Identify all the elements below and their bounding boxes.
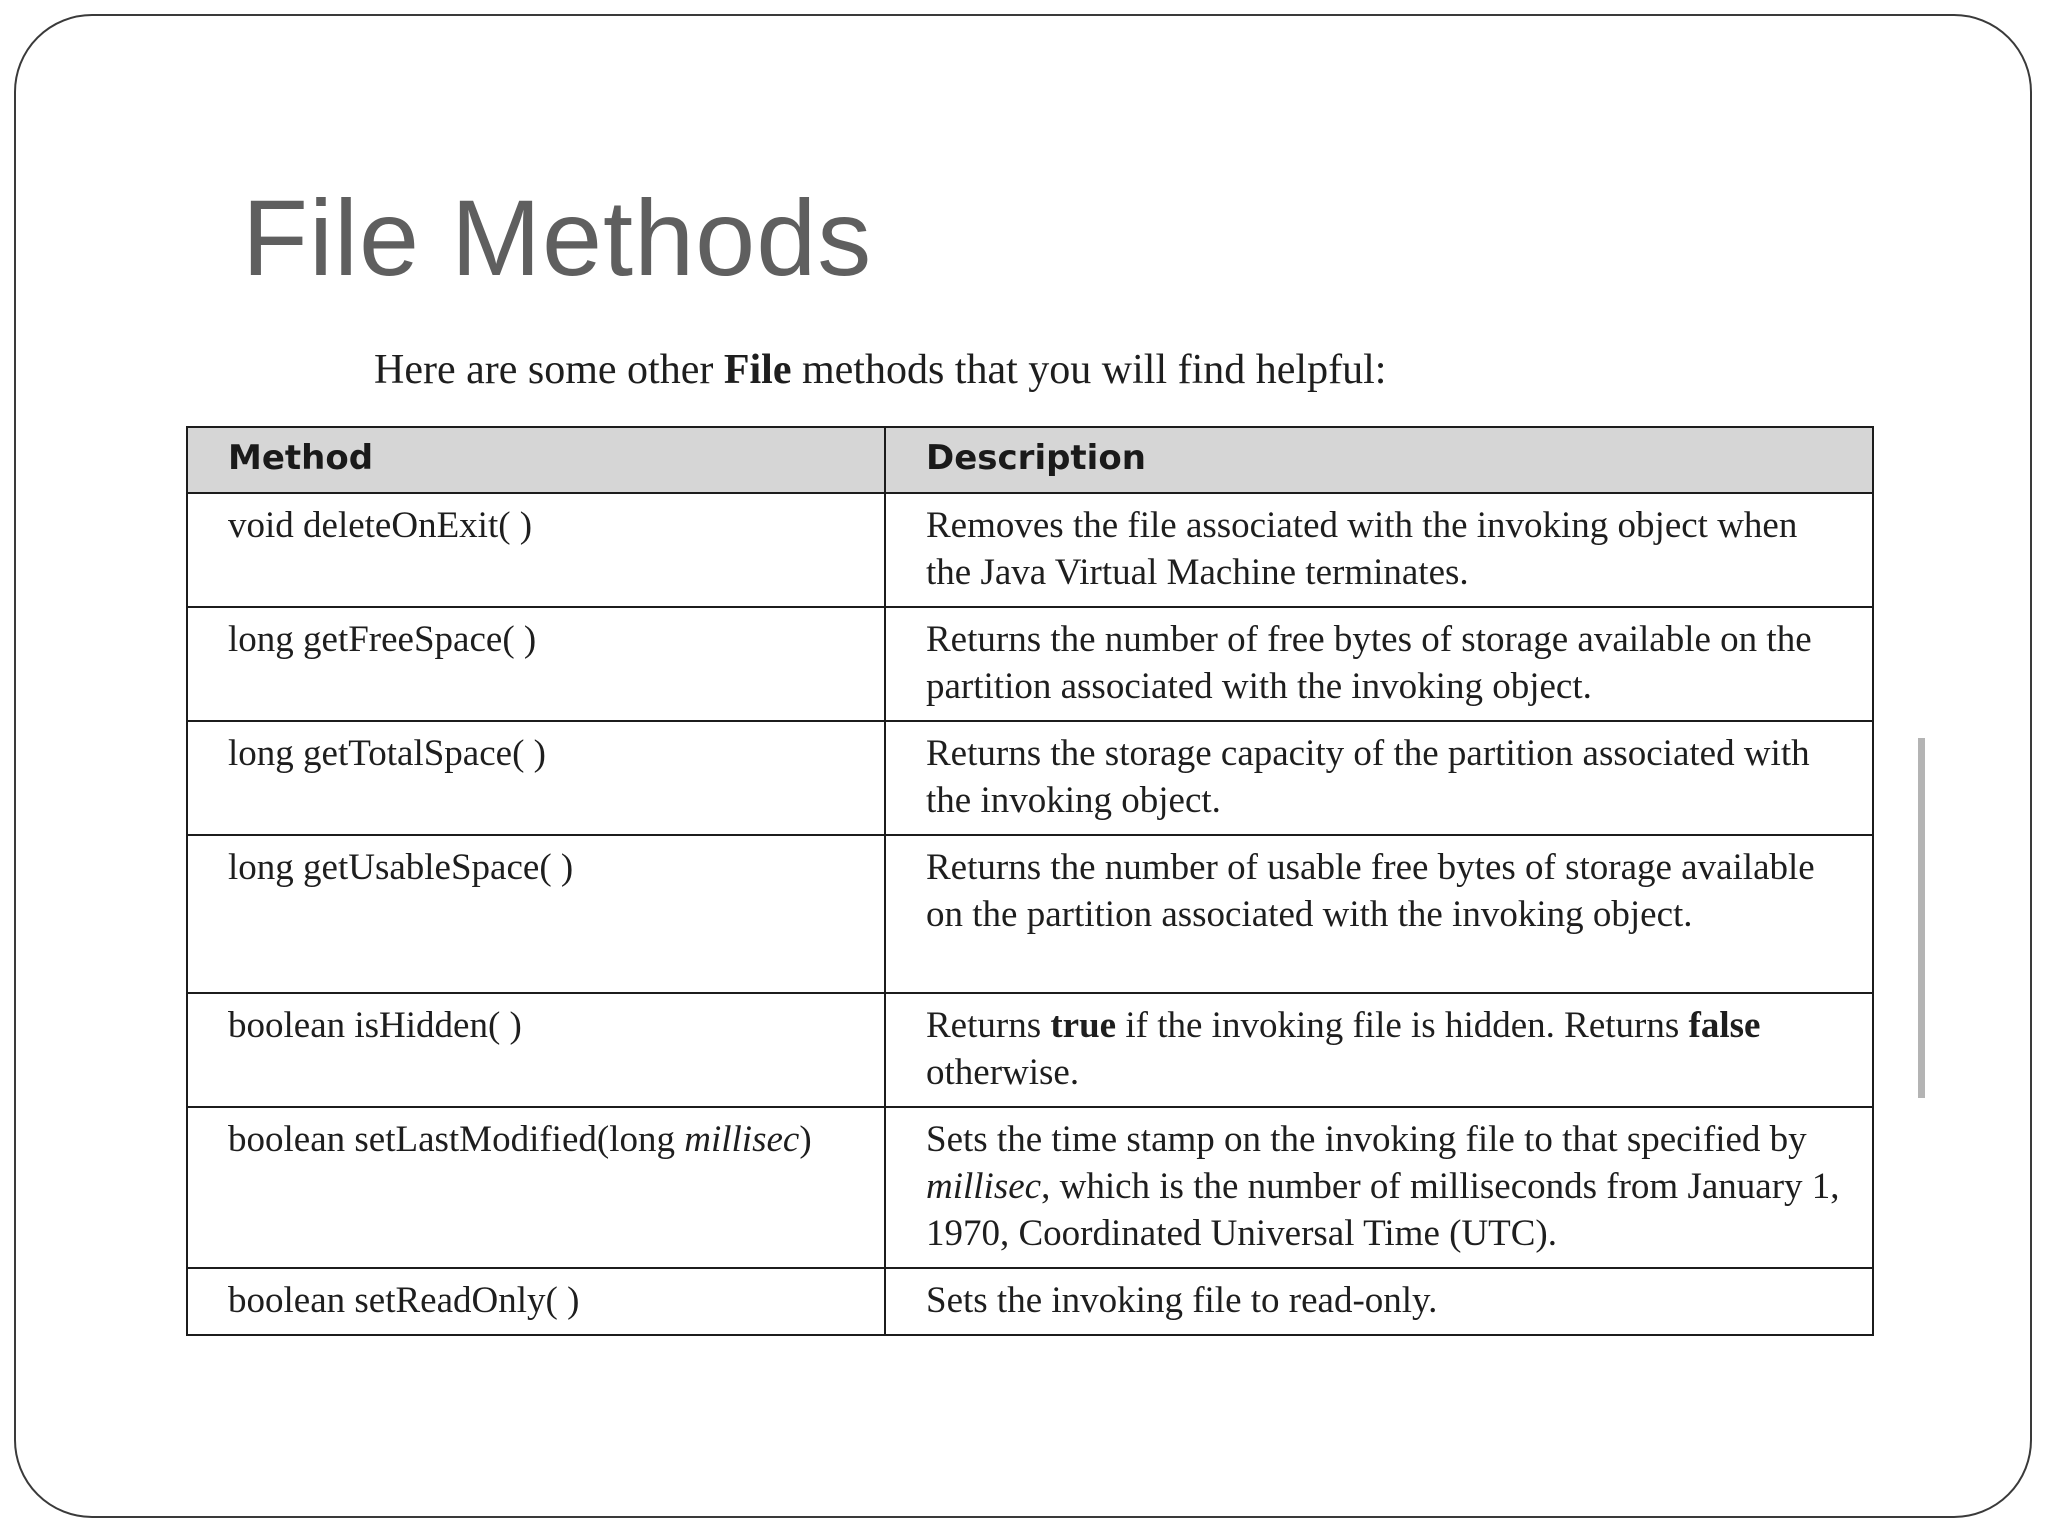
method-text: boolean setLastModified(long <box>228 1119 685 1160</box>
table-row <box>187 607 1873 721</box>
intro-text-before: Here are some other <box>374 347 724 393</box>
table-row <box>187 1107 1873 1268</box>
header-description: Description <box>885 427 1873 493</box>
description-cell: Returns the storage capacity of the partition associated with the invoking object. <box>885 721 1873 835</box>
method-cell: long getUsableSpace( ) <box>187 835 885 993</box>
desc-text: if the invoking file is hidden. Returns <box>1116 1005 1689 1046</box>
intro-text <box>374 346 1386 394</box>
vertical-divider-bar <box>1918 738 1925 1098</box>
desc-text: , which is the number of milliseconds from January 1, 1970, Coordinated Universal Time (UTC). <box>926 1166 1840 1254</box>
method-cell: boolean isHidden( ) <box>187 993 885 1107</box>
desc-keyword-false: false <box>1688 1005 1761 1046</box>
methods-table <box>186 426 1874 1336</box>
description-cell: Returns the number of free bytes of storage available on the partition associated with the invoking object. <box>885 607 1873 721</box>
method-text: ) <box>799 1119 812 1160</box>
table-row <box>187 993 1873 1107</box>
table-row <box>187 835 1873 993</box>
desc-param: millisec <box>926 1166 1042 1207</box>
table-header-row <box>187 427 1873 493</box>
desc-keyword-true: true <box>1050 1005 1117 1046</box>
intro-text-file: File <box>723 347 792 393</box>
desc-text: otherwise. <box>926 1052 1080 1093</box>
description-cell: Returns the number of usable free bytes of storage available on the partition associated with the invoking object. <box>885 835 1873 993</box>
method-param: millisec <box>684 1119 800 1160</box>
table-row <box>187 493 1873 607</box>
method-cell: long getTotalSpace( ) <box>187 721 885 835</box>
desc-text: Returns <box>926 1005 1051 1046</box>
method-cell: void deleteOnExit( ) <box>187 493 885 607</box>
method-cell <box>187 1107 885 1268</box>
slide-title: File Methods <box>242 177 873 298</box>
method-cell: long getFreeSpace( ) <box>187 607 885 721</box>
description-cell <box>885 993 1873 1107</box>
description-cell: Sets the invoking file to read-only. <box>885 1268 1873 1335</box>
method-cell: boolean setReadOnly( ) <box>187 1268 885 1335</box>
desc-text: Sets the time stamp on the invoking file to that specified by <box>926 1119 1807 1160</box>
header-method: Method <box>187 427 885 493</box>
description-cell: Removes the file associated with the invoking object when the Java Virtual Machine terminates. <box>885 493 1873 607</box>
table-row <box>187 1268 1873 1335</box>
description-cell <box>885 1107 1873 1268</box>
table-row <box>187 721 1873 835</box>
intro-text-after: methods that you will find helpful: <box>791 347 1387 393</box>
